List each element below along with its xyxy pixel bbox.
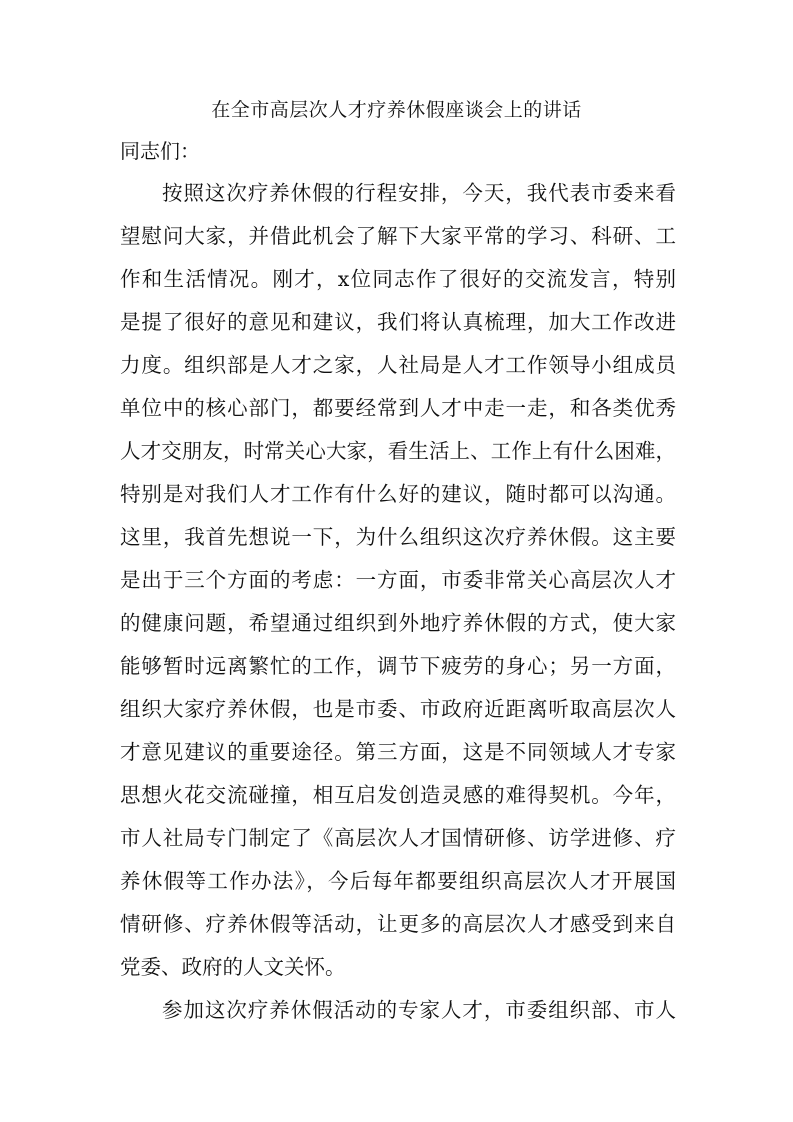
paragraph-line: 这里，我首先想说一下，为什么组织这次疗养休假。这主要 [120, 525, 676, 549]
document-title: 在全市高层次人才疗养休假座谈会上的讲话 [211, 99, 582, 121]
paragraph-line: 作和生活情况。刚才，x位同志作了很好的交流发言，特别 [120, 267, 676, 291]
paragraph-line: 按照这次疗养休假的行程安排，今天，我代表市委来看 [162, 181, 676, 205]
paragraph-line: 养休假等工作办法》，今后每年都要组织高层次人才开展国 [120, 869, 676, 893]
paragraph-line: 的健康问题，希望通过组织到外地疗养休假的方式，使大家 [120, 611, 676, 635]
paragraph-line: 特别是对我们人才工作有什么好的建议，随时都可以沟通。 [120, 482, 676, 506]
paragraph-line: 望慰问大家，并借此机会了解下大家平常的学习、科研、工 [120, 224, 676, 248]
paragraph-line: 思想火花交流碰撞，相互启发创造灵感的难得契机。今年， [120, 783, 676, 807]
paragraph-line: 才意见建议的重要途径。第三方面，这是不同领域人才专家 [120, 740, 676, 764]
paragraph-line: 情研修、疗养休假等活动，让更多的高层次人才感受到来自 [120, 912, 676, 936]
paragraph-line: 参加这次疗养休假活动的专家人才，市委组织部、市人 [162, 998, 676, 1022]
salutation: 同志们： [120, 139, 200, 163]
paragraph-line: 人才交朋友，时常关心大家，看生活上、工作上有什么困难， [120, 439, 676, 463]
paragraph-line: 组织大家疗养休假，也是市委、市政府近距离听取高层次人 [120, 697, 676, 721]
paragraph-line: 党委、政府的人文关怀。 [120, 955, 346, 979]
paragraph-line: 力度。组织部是人才之家，人社局是人才工作领导小组成员 [120, 353, 676, 377]
paragraph-line: 是提了很好的意见和建议，我们将认真梳理，加大工作改进 [120, 310, 676, 334]
paragraph-line: 是出于三个方面的考虑：一方面，市委非常关心高层次人才 [120, 568, 676, 592]
paragraph-line: 能够暂时远离繁忙的工作，调节下疲劳的身心；另一方面， [120, 654, 676, 678]
paragraph-line: 市人社局专门制定了《高层次人才国情研修、访学进修、疗 [120, 826, 676, 850]
paragraph-line: 单位中的核心部门，都要经常到人才中走一走，和各类优秀 [120, 396, 676, 420]
